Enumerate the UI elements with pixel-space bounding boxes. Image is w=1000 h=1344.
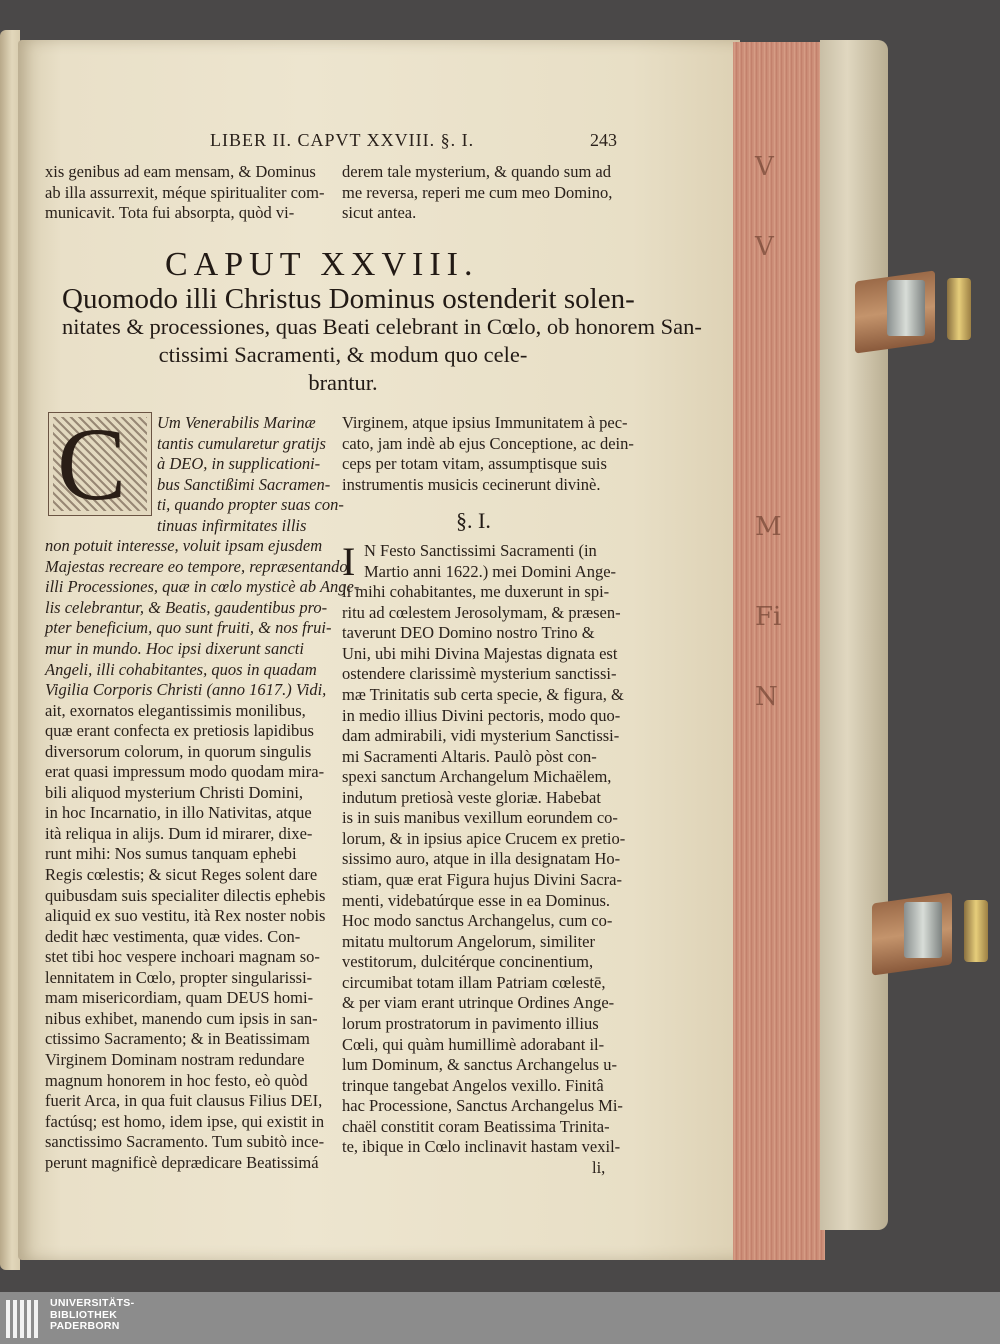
text-line: indutum pretiosà veste gloriæ. Habebat xyxy=(342,787,601,807)
running-head: LIBER II. CAPVT XXVIII. §. I. xyxy=(210,130,475,150)
heading-line: nitates & processiones, quas Beati celebrant in Cœlo, ob honorem San- xyxy=(62,314,702,339)
text-line: lennitatem in Cœlo, propter singularissi- xyxy=(45,967,313,987)
text-line: Hoc modo sanctus Archangelus, cum co- xyxy=(342,911,613,931)
text-line: te, ibique in Cœlo inclinavit hastam vexil- xyxy=(342,1137,621,1157)
text-line: factúsq; est homo, idem ipse, qui existit in xyxy=(45,1111,325,1131)
text-line: lorum prostratorum in pavimento illius xyxy=(342,1013,599,1033)
text-line: sicut antea. xyxy=(342,203,417,222)
text-line: Majestas recreare eo tempore, repræsentando xyxy=(45,556,348,576)
text-line: perunt magnificè deprædicare Beatissimá xyxy=(45,1152,319,1172)
text-line: taverunt DEO Domino nostro Trino & xyxy=(342,623,595,643)
text-line: derem tale mysterium, & quando sum ad xyxy=(342,162,611,181)
text-line: tinuas infirmitates illis xyxy=(157,515,307,535)
text-line: stet tibi hoc vespere inchoari magnam so- xyxy=(45,947,320,967)
text-line: sanctissimo Sacramento. Tum subitò ince- xyxy=(45,1132,325,1152)
text-line: illi Processiones, quæ in cœlo mysticè ab Ange- xyxy=(45,577,360,597)
text-line: spexi sanctum Archangelum Michaëlem, xyxy=(342,767,612,787)
text-line: erat quasi impressum modo quodam mira- xyxy=(45,762,325,782)
text-line: Uni, ubi mihi Divina Majestas dignata est xyxy=(342,643,618,663)
text-line: lis celebrantur, & Beatis, gaudentibus pro- xyxy=(45,597,328,617)
text-line: mitatu multorum Angelorum, similiter xyxy=(342,931,595,951)
text-line: Martio anni 1622.) mei Domini Ange- xyxy=(364,561,617,581)
text-line: mur in mundo. Hoc ipsi dixerunt sancti xyxy=(45,639,304,659)
text-line: aliquid ex suo vestitu, ità Rex noster nobis xyxy=(45,906,326,926)
text-line: ceps per totam vitam, assumptisque suis xyxy=(342,454,607,474)
text-line: ritu ad cœlestem Jerosolymam, & præsen- xyxy=(342,602,621,622)
heading-line: Quomodo illi Christus Dominus ostenderit solen- xyxy=(62,283,635,315)
text-line: xis genibus ad eam mensam, & Dominus xyxy=(45,162,316,181)
heading-line: brantur. xyxy=(308,370,378,395)
page-edges: V V M Fi N xyxy=(733,42,825,1260)
text-line: à DEO, in supplicationi- xyxy=(157,454,321,474)
text-line: N Festo Sanctissimi Sacramenti (in xyxy=(364,541,597,560)
text-line: Angeli, illi cohabitantes, quos in quadam xyxy=(45,659,317,679)
right-column-body xyxy=(342,541,625,1178)
heading-line: ctissimi Sacramenti, & modum quo cele- xyxy=(158,342,528,367)
right-column-top xyxy=(342,413,634,495)
text-line: quibusdam suis specialiter dilectis ephebis xyxy=(45,885,326,905)
text-line: pter beneficium, quo sunt fruiti, & nos frui- xyxy=(45,618,332,638)
text-line: ostendere clarissimè mysterium sanctissi- xyxy=(342,664,617,684)
library-name-line: BIBLIOTHEK xyxy=(50,1308,118,1321)
text-line: cato, jam indè ab ejus Conceptione, ac dein- xyxy=(342,433,634,453)
text-line: menti, videbatúrque esse in ea Dominus. xyxy=(342,890,611,910)
clasp-lower xyxy=(872,880,992,990)
text-line: Virginem Dominam nostram redundare xyxy=(45,1049,305,1069)
library-logo-icon xyxy=(6,1300,38,1338)
right-initial: I xyxy=(342,539,356,584)
text-line: ab illa assurrexit, méque spiritualiter com- xyxy=(45,182,325,202)
chapter-heading xyxy=(62,283,702,397)
left-page-edge xyxy=(0,30,20,1270)
text-line: municavit. Tota fui absorpta, quòd vi- xyxy=(45,203,295,222)
text-line: in hoc Incarnatio, in illo Nativitas, atque xyxy=(45,803,312,823)
top-right-text xyxy=(342,162,612,224)
left-column xyxy=(45,413,359,1173)
text-line: runt mihi: Nos sumus tanquam ephebi xyxy=(45,844,297,864)
text-line: bus Sanctißimi Sacramen- xyxy=(157,474,331,494)
library-name xyxy=(50,1298,134,1333)
text-line: quæ erant confecta ex pretiosis lapidibus xyxy=(45,721,314,741)
footer-bar xyxy=(0,1292,1000,1344)
page-number: 243 xyxy=(590,130,617,150)
text-line: lum Dominum, & sanctus Archangelus u- xyxy=(342,1055,617,1075)
text-line: bili aliquod mysterium Christi Domini, xyxy=(45,782,304,802)
text-line: Regis cœlestis; & sicut Reges solent dare xyxy=(45,865,318,885)
text-line: fuerit Arca, in qua fuit clausus Filius DEI, xyxy=(45,1091,323,1111)
section-mark: §. I. xyxy=(456,508,491,533)
text-line: Um Venerabilis Marinæ xyxy=(157,413,316,432)
text-line: Cœli, qui quàm humillimè adorabant il- xyxy=(342,1034,605,1054)
text-line: trinque tangebat Angelos vexillo. Finitâ xyxy=(342,1075,604,1095)
text-line: Vigilia Corporis Christi (anno 1617.) Vidi, xyxy=(45,680,327,700)
text-line: dam admirabili, vidi mysterium Sanctissi- xyxy=(342,726,620,746)
text-line: instrumentis musicis cecinerunt divinè. xyxy=(342,474,601,494)
text-line: circumibat totam illam Patriam cœlestē, xyxy=(342,972,606,992)
text-line: ait, exornatos elegantissimis monilibus, xyxy=(45,700,306,720)
text-line: mam misericordiam, quam DEUS homi- xyxy=(45,988,314,1008)
text-line: magnum honorem in hoc festo, eò quòd xyxy=(45,1070,308,1090)
text-line: me reversa, reperi me cum meo Domino, xyxy=(342,182,613,202)
book-cover xyxy=(820,40,888,1230)
library-name-line: PADERBORN xyxy=(50,1320,120,1332)
text-line: vestitorum, dulcitérque concinentium, xyxy=(342,952,594,972)
text-line: nibus exhibet, manendo cum ipsis in san- xyxy=(45,1008,318,1028)
text-line: stiam, quæ erat Figura hujus Divini Sacra- xyxy=(342,870,622,889)
text-line: in medio illius Divini pectoris, modo quo- xyxy=(342,705,621,725)
text-line: ità reliqua in alijs. Dum id mirarer, dixe- xyxy=(45,823,313,843)
text-line: mæ Trinitatis sub certa specie, & figura, & xyxy=(342,684,624,704)
text-line: sissimo auro, atque in illa designatam Ho- xyxy=(342,849,621,869)
text-line: ctissimo Sacramento; & in Beatissimam xyxy=(45,1029,310,1049)
text-line: diversorum colorum, in quorum singulis xyxy=(45,741,312,761)
text-line: hac Processione, Sanctus Archangelus Mi- xyxy=(342,1096,623,1116)
top-left-text xyxy=(45,162,325,224)
text-line: & per viam erant utrinque Ordines Ange- xyxy=(342,993,615,1013)
text-line: is in suis manibus vexillum eorundem co- xyxy=(342,808,618,828)
text-line: dedit hæc vestimenta, quæ vides. Con- xyxy=(45,926,301,946)
text-line: non potuit interesse, voluit ipsam ejusdem xyxy=(45,536,323,556)
text-line: ti, quando propter suas con- xyxy=(157,495,344,515)
text-line: Virginem, atque ipsius Immunitatem à pec- xyxy=(342,413,628,432)
text-line: chaël constitit coram Beatissima Trinita- xyxy=(342,1116,610,1136)
text-line: tantis cumularetur gratijs xyxy=(157,433,326,453)
initial-letter: C xyxy=(57,407,127,522)
text-line: li mihi cohabitantes, me duxerunt in spi- xyxy=(342,582,610,602)
text-line: lorum, & in ipsius apice Crucem ex pretio- xyxy=(342,828,626,848)
text-line: li, xyxy=(592,1157,606,1177)
clasp-upper xyxy=(855,258,975,368)
chapter-title: CAPUT XXVIII. xyxy=(165,246,479,283)
library-name-line: UNIVERSITÄTS- xyxy=(50,1297,135,1309)
text-line: mi Sacramenti Altaris. Paulò pòst con- xyxy=(342,746,597,766)
